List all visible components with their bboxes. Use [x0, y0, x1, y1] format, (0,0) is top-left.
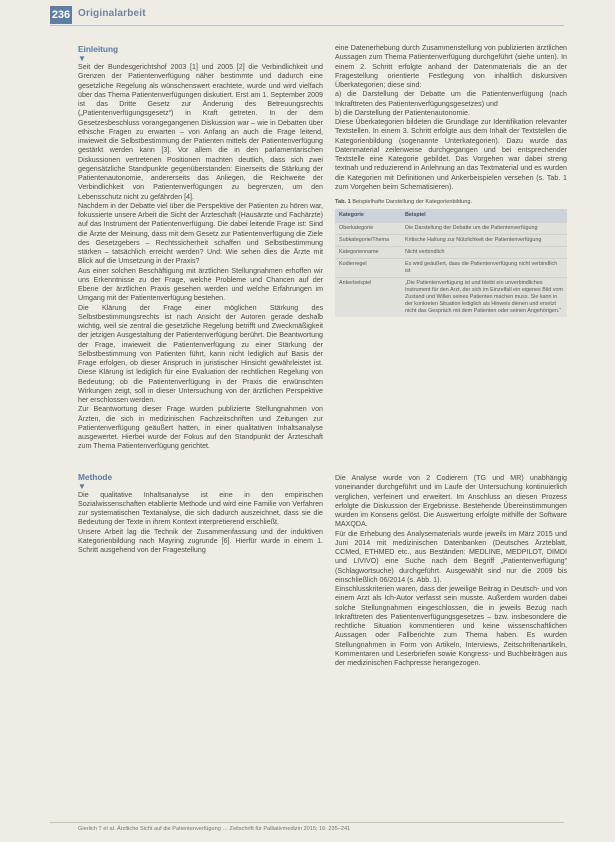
page-number: 236: [50, 6, 72, 24]
table-header-cell: Beispiel: [401, 209, 567, 223]
paragraph: Die Analyse wurde von 2 Codierern (TG und MR) unabhängig voneinander durchgeführt und im Laufe der Untersuchung kontinuierlich verglichen, verfeinert und erweitert. Im Anschluss an diesen Prozess erfolgte die Diskussion der Ergebnisse. Bestehende Übereinstimmungen wurden im Konsens gelöst. Die Auswertung erfolgte mithilfe der Software MAXQDA.: [335, 474, 567, 529]
table: [335, 209, 567, 317]
table-header-row: [335, 209, 567, 223]
section-triangle-icon: ▼: [78, 481, 86, 491]
methode-heading: Methode: [78, 471, 113, 482]
spacer: [78, 452, 323, 472]
table-cell: Kritische Haltung zur Nützlichkeit der Patientenverfügung: [401, 235, 567, 247]
table-cell: Subkategorie/Thema: [335, 235, 401, 247]
paragraph: Aus einer solchen Beschäftigung mit ärztlichen Stellungnahmen erhoffen wir uns Erkenntnisse zu der Frage, welche Probleme und Chancen auf der Ebene der ärztlichen Praxis gesehen werden und welche Erfahrungen im Umgang mit der Patientenverfügung bestehen.: [78, 266, 323, 303]
table-row: [335, 247, 567, 259]
right-column-lower: [335, 474, 567, 668]
page-header: [0, 0, 615, 26]
table-cell: Die Darstellung der Debatte um die Patientenverfügung: [401, 223, 567, 235]
section-triangle-icon: ▼: [78, 54, 86, 63]
table-row: [335, 235, 567, 247]
table-caption: [335, 199, 567, 206]
table-cell: Oberkategorie: [335, 223, 401, 235]
list-item: a) die Darstellung der Debatte um die Patientenverfügung (nach Inkrafttreten des Patientenverfügungsgesetzes) und: [335, 90, 567, 108]
table-cell: Kategorienname: [335, 247, 401, 259]
table-row: [335, 259, 567, 278]
einleitung-heading: Einleitung: [78, 44, 119, 54]
paragraph: Die Klärung der Frage einer möglichen Stärkung des Selbstbestimmungsrechts ist nach Ansicht der Autoren gerade deshalb wichtig, weil sie zentral die gesetzliche Regelung betrifft und Zweckmäßigkeit der jetzigen Ausgestaltung der Patientenverfügung berührt. Die Beantwortung der Frage, inwieweit die Patientenverfügung zu einer Stärkung der Selbstbestimmung von Patienten führt, kann nicht lediglich auf Basis der Frage erfolgen, ob dieser Anspruch in juristischer Hinsicht gewährleistet ist. Diese Klärung ist lediglich für eine Evaluation der rechtlichen Regelung von Bedeutung; ob die Patientenverfügung in der Praxis die erwünschten Wirkungen zeigt, soll in dieser Untersuchung von der ärztlichen Perspektive her erschlossen werden.: [78, 303, 323, 404]
footer-divider: [50, 822, 564, 823]
paragraph: eine Datenerhebung durch Zusammenstellung von publizierten ärztlichen Aussagen zum Thema Patientenverfügung durchgeführt (siehe unten). In einem 2. Schritt erfolgte anhand der Datenmaterials die an der Fragestellung orientierte Festlegung von inhaltlich diskursiven Überkategorien; diese sind:: [335, 44, 567, 89]
paragraph: Zur Beantwortung dieser Frage wurden publizierte Stellungnahmen von Ärzten, die sich in medizinischen Fachzeitschriften und Zeitungen zur Patientenverfügung geäußert hatten, in einer qualitativen Inhaltsanalyse ausgewertet. Hierbei wurde der Fokus auf den Standpunkt der Ärzteschaft zum Thema Patientenverfügung gerichtet.: [78, 405, 323, 451]
paragraph: Unsere Arbeit lag die Technik der Zusammenfassung und der induktiven Kategorienbildung nach Mayring zugrunde [6]. Hierfür wurde in einem 1. Schritt ausgehend von der Fragestellung: [78, 527, 323, 554]
paragraph: Diese Überkategorien bildeten die Grundlage zur Identifikation relevanter Textstellen. In einem 3. Schritt erfolgte aus dem Inhalt der Textstellen die Kategorienbildung (sogenannte Unterkategorien). Dazu wurde das Datenmaterial zeilenweise durchgegangen und bei entsprechender Textstelle eine Kategorie gebildet. Das Vorgehen war dabei streng textnah und reduzierend in Anlehnung an das Textmaterial und es wurden die Kategorien mit Definitionen und Ankerbeispielen versehen (s. Tab. 1 zum Vorgehen beim Schematisieren).: [335, 118, 567, 191]
table-cell: Nicht verbindlich: [401, 247, 567, 259]
table-caption-label: Tab. 1: [335, 199, 351, 205]
list-item: b) die Darstellung der Patientenautonomie.: [335, 108, 470, 117]
right-column: [335, 44, 567, 192]
table-cell: „Die Patientenverfügung ist und bleibt ein unverbindliches Instrument für den Arzt, der sich im Einzelfall ein eigenes Bild vom Zustand und Willen seines Patienten machen muss. Sie kann in der konkreten Situation lediglich als Hinweis dienen und ersetzt nicht das Gespräch mit dem Patienten oder seinen Angehörigen.“: [401, 278, 567, 318]
table-row: [335, 223, 567, 235]
paragraph: Nachdem in der Debatte viel über die Perspektive der Patienten zu hören war, fokussierte unsere Arbeit die Sicht der Ärzteschaft (Hausärzte und Fachärzte) auf das Instrument der Patientenverfügung. Die dabei leitende Frage ist: Sind die Ärzte der Meinung, dass mit dem Gesetz zur Patientenverfügung die Ziele des Gesetzgebers – Rechtssicherheit schaffen und Selbstbestimmung stärken – tatsächlich erreicht werden? Und: Wie sehen dies die Ärzte mit Blick auf die Umsetzung in der Praxis?: [78, 201, 323, 266]
table-row: [335, 278, 567, 318]
paragraph: Für die Erhebung des Analysematerials wurde jeweils im März 2015 und Juni 2014 mit medizinischen Datenbanken (Deutsches Ärzteblatt, CCMed, ETHMED etc., aus Beständen: MEDLINE, MEDPILOT, DIMDI und LIVIVO) eine Suche nach dem Begriff „Patientenverfügung“ (Schlagwortsuche) durchgeführt. Ausgewählt sind nur die 2009 bis einschließlich 06/2014 (s. Abb. 1).: [335, 529, 567, 584]
paragraph: Seit der Bundesgerichtshof 2003 [1] und 2005 [2] die Verbindlichkeit und Grenzen der Patientenverfügung näher bestimmte und dadurch eine gesetzliche Regelung als wünschenswert erachtete, wurde und wird vielfach über das Thema Patientenverfügungen diskutiert. Erst am 1. September 2009 ist das Dritte Gesetz zur Änderung des Betreuungsrechts („Patientenverfügungsgesetz“) in Kraft getreten. In der dem Gesetzesbeschluss vorangegangenen Diskussion war – wie in Debatten über ethische Fragen zu erwarten – von Anfang an auch die Frage leitend, inwieweit die Selbstbestimmung der Patienten mittels der Patientenverfügung gestärkt werden kann [3]. Vor allem die in den parlamentarischen Diskussionen vertretenen Positionen machten deutlich, dass sich zwei gegensätzliche Standpunkte gegenüberstanden: Einerseits die Stärkung der Patientenautonomie, andererseits das Anliegen, die Reichweite der Verbindlichkeit von Patientenverfügungen zu begrenzen, um den Lebensschutz nicht zu gefährden [4].: [78, 63, 323, 201]
table-cell: Es wird geäußert, dass die Patientenverfügung nicht verbindlich ist: [401, 259, 567, 278]
table-cell: Ankerbeispiel: [335, 278, 401, 318]
page-footer: Gierlich T et al. Ärztliche Sicht auf die Patientenverfügung … Zeitschrift für Palliativmedizin 2015; 16: 235–241: [78, 826, 351, 832]
section-label: Originalarbeit: [78, 8, 146, 19]
category-table: [335, 199, 567, 467]
paragraph: Einschlusskriterien waren, dass der jeweilige Beitrag in Deutsch- und von einem Arzt als Ich-Autor verfasst sein musste. Außerdem wurden dabei solche Stellungnahmen eingeschlossen, die in jeweils Bezug nach Inkrafttreten des Patientenverfügungsgesetzes – bzw. insbesondere die rechtliche Situation kommentieren und keine wissenschaftlichen Aussagen oder Fallberichte zum Thema haben. Es wurden Stellungnahmen in Form von Artikeln, Interviews, Zeitschriftenartikeln, Kommentaren und Leserbriefen sowie Kongress- und Buchbeiträgen aus der medizinischen Fachpresse herangezogen.: [335, 585, 567, 667]
paragraph: Die qualitative Inhaltsanalyse ist eine in den empirischen Sozialwissenschaften etablierte Methode und wird eine Familie von Verfahren zur systematischen Textanalyse, die sich dadurch auszeichnet, dass sie die Bedeutung der Texte in ihrem Kontext interpretierend erschließt.: [78, 490, 323, 527]
table-cell: Kodierregel: [335, 259, 401, 278]
left-column: [78, 44, 323, 555]
header-divider: [50, 25, 564, 26]
table-caption-text: Beispielhafte Darstellung der Kategorienbildung.: [352, 199, 473, 205]
table-header-cell: Kategorie: [335, 209, 401, 223]
